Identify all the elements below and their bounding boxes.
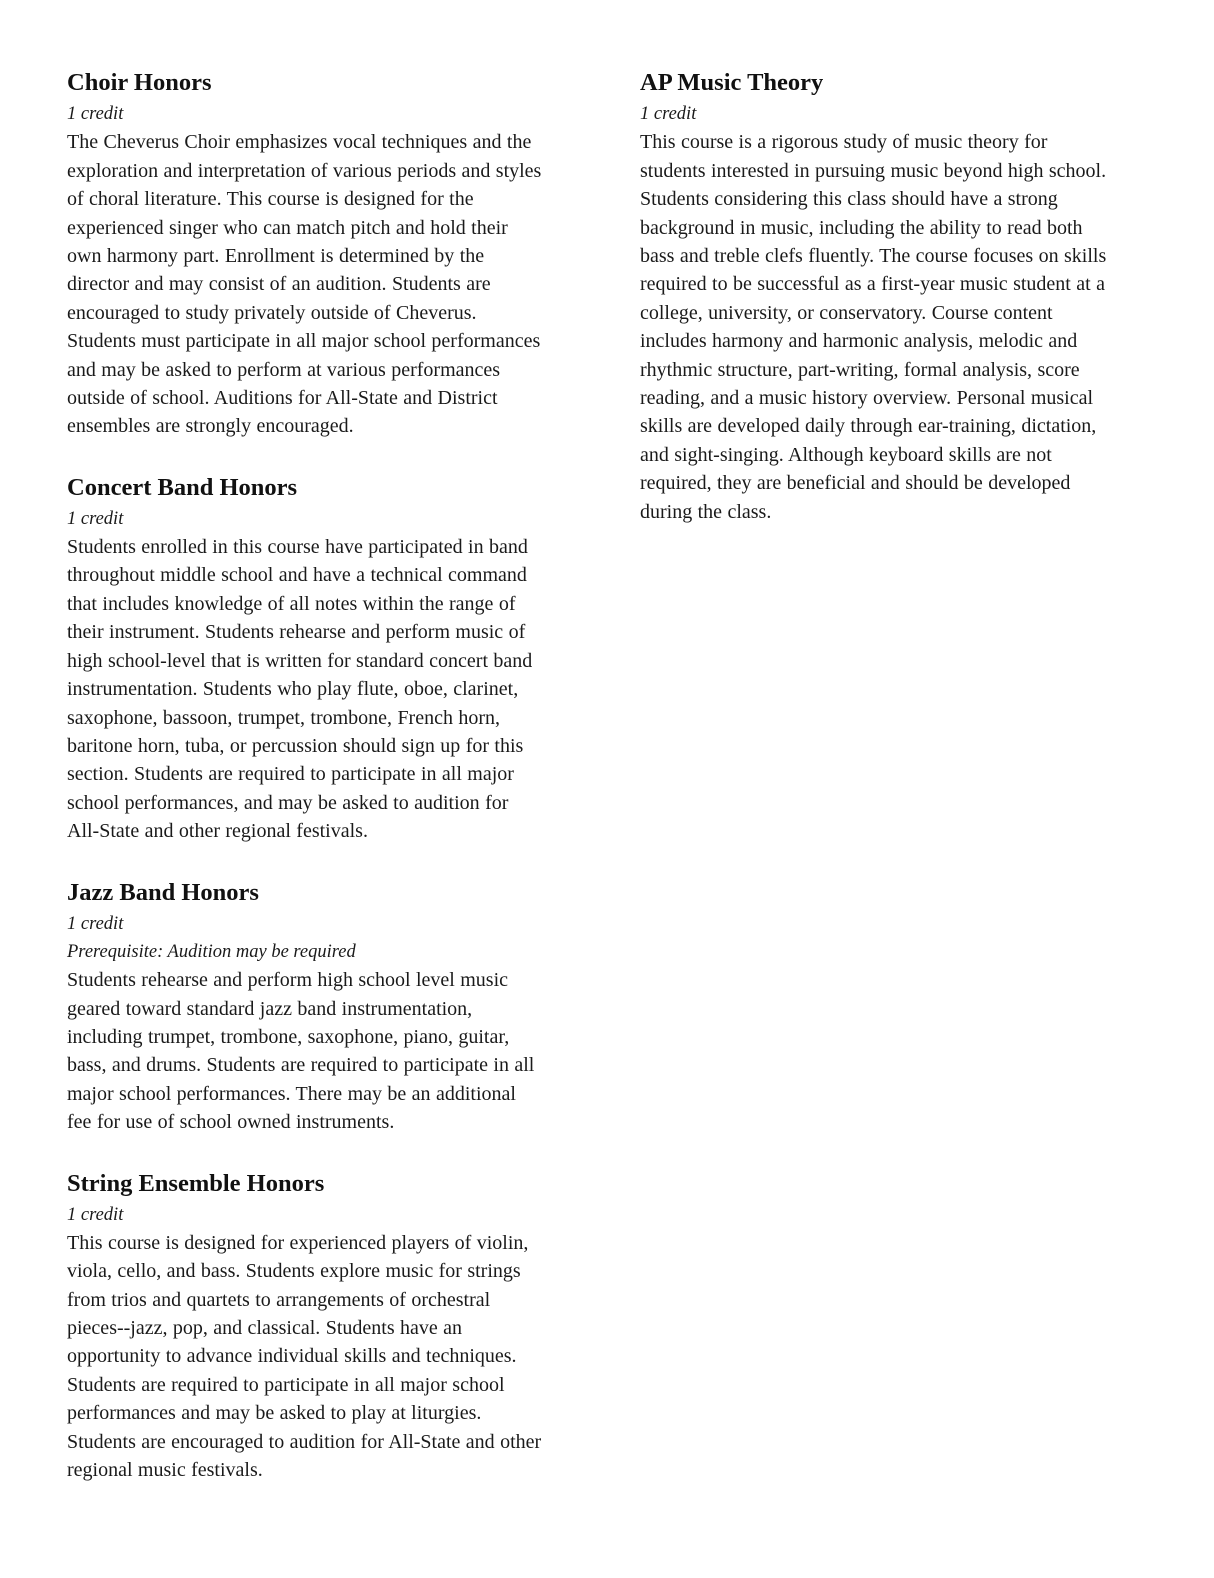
description-line: pieces--jazz, pop, and classical. Students have an — [67, 1317, 463, 1340]
description-line: The Cheverus Choir emphasizes vocal techniques and the — [67, 131, 532, 154]
description-line: during the class. — [640, 500, 772, 523]
description-line: Students are required to participate in all major school — [67, 1373, 505, 1396]
description-line: reading, and a music history overview. Personal musical — [640, 386, 1094, 409]
course-concert-band-honors — [67, 471, 587, 846]
description-line: baritone horn, tuba, or percussion should sign up for this — [67, 734, 524, 757]
description-line: their instrument. Students rehearse and perform music of — [67, 621, 526, 644]
course-credit: 1 credit — [640, 104, 697, 124]
description-line: saxophone, bassoon, trumpet, trombone, French horn, — [67, 706, 501, 729]
course-string-ensemble-honors — [67, 1167, 587, 1485]
description-line: high school-level that is written for standard concert band — [67, 649, 533, 672]
description-line: This course is designed for experienced players of violin, — [67, 1231, 529, 1254]
description-line: background in music, including the ability to read both — [640, 216, 1083, 239]
description-line: Students are encouraged to audition for All-State and other — [67, 1430, 542, 1453]
description-line: bass and treble clefs fluently. The course focuses on skills — [640, 244, 1107, 267]
description-line: viola, cello, and bass. Students explore music for strings — [67, 1260, 521, 1283]
description-line: Students rehearse and perform high school level music — [67, 969, 509, 992]
description-line: fee for use of school owned instruments. — [67, 1111, 395, 1134]
description-line: encouraged to study privately outside of Cheverus. — [67, 301, 477, 324]
description-line: from trios and quartets to arrangements of orchestral — [67, 1288, 491, 1311]
description-line: instrumentation. Students who play flute, oboe, clarinet, — [67, 678, 519, 701]
description-line: that includes knowledge of all notes within the range of — [67, 592, 516, 615]
description-line: own harmony part. Enrollment is determined by the — [67, 244, 485, 267]
description-line: opportunity to advance individual skills and techniques. — [67, 1345, 517, 1368]
course-description — [67, 1229, 587, 1485]
course-description — [67, 128, 587, 440]
description-line: bass, and drums. Students are required to participate in all — [67, 1054, 535, 1077]
description-line: Students enrolled in this course have participated in band — [67, 536, 528, 559]
description-line: rhythmic structure, part-writing, formal analysis, score — [640, 358, 1080, 381]
course-description — [67, 533, 587, 845]
course-credit: 1 credit — [67, 104, 124, 124]
description-line: and sight-singing. Although keyboard skills are not — [640, 443, 1052, 466]
description-line: experienced singer who can match pitch and hold their — [67, 216, 508, 239]
description-line: exploration and interpretation of various periods and styles — [67, 159, 542, 182]
course-jazz-band-honors — [67, 876, 587, 1137]
course-credit: 1 credit — [67, 1204, 124, 1225]
description-line: geared toward standard jazz band instrumentation, — [67, 997, 473, 1020]
description-line: required to be successful as a first-year music student at a — [640, 273, 1105, 296]
description-line: throughout middle school and have a technical command — [67, 564, 527, 587]
description-line: school performances, and may be asked to audition for — [67, 791, 509, 814]
course-credit: 1 credit — [67, 913, 124, 934]
description-line: This course is a rigorous study of music theory for — [640, 131, 1048, 154]
course-choir-honors — [67, 66, 587, 441]
description-line: performances and may be asked to play at liturgies. — [67, 1402, 482, 1425]
course-prerequisite: Prerequisite: Audition may be required — [67, 941, 356, 962]
description-line: section. Students are required to participate in all major — [67, 763, 514, 786]
description-line: and may be asked to perform at various performances — [67, 358, 501, 381]
description-line: outside of school. Auditions for All-State and District — [67, 386, 498, 409]
description-line: major school performances. There may be an additional — [67, 1082, 516, 1105]
description-line: college, university, or conservatory. Course content — [640, 301, 1053, 324]
description-line: Students must participate in all major school performances — [67, 330, 541, 353]
course-title: String Ensemble Honors — [67, 1169, 325, 1197]
course-description — [640, 128, 1170, 526]
description-line: skills are developed daily through ear-training, dictation, — [640, 415, 1097, 438]
course-credit: 1 credit — [67, 508, 124, 529]
description-line: Students considering this class should have a strong — [640, 188, 1058, 211]
description-line: students interested in pursuing music beyond high school. — [640, 159, 1107, 182]
description-line: ensembles are strongly encouraged. — [67, 415, 354, 438]
description-line: required, they are beneficial and should be developed — [640, 472, 1071, 495]
left-column — [67, 66, 587, 1515]
course-title: Choir Honors — [67, 69, 212, 96]
description-line: All-State and other regional festivals. — [67, 820, 368, 843]
course-title: Concert Band Honors — [67, 473, 298, 501]
course-ap-music-theory — [640, 66, 1170, 526]
description-line: includes harmony and harmonic analysis, melodic and — [640, 330, 1078, 353]
course-description — [67, 966, 587, 1136]
course-title: Jazz Band Honors — [67, 878, 259, 906]
description-line: including trumpet, trombone, saxophone, piano, guitar, — [67, 1025, 510, 1048]
description-line: of choral literature. This course is designed for the — [67, 188, 474, 211]
right-column — [640, 66, 1170, 556]
description-line: director and may consist of an audition. Students are — [67, 273, 491, 296]
course-title: AP Music Theory — [640, 69, 824, 96]
description-line: regional music festivals. — [67, 1459, 263, 1482]
